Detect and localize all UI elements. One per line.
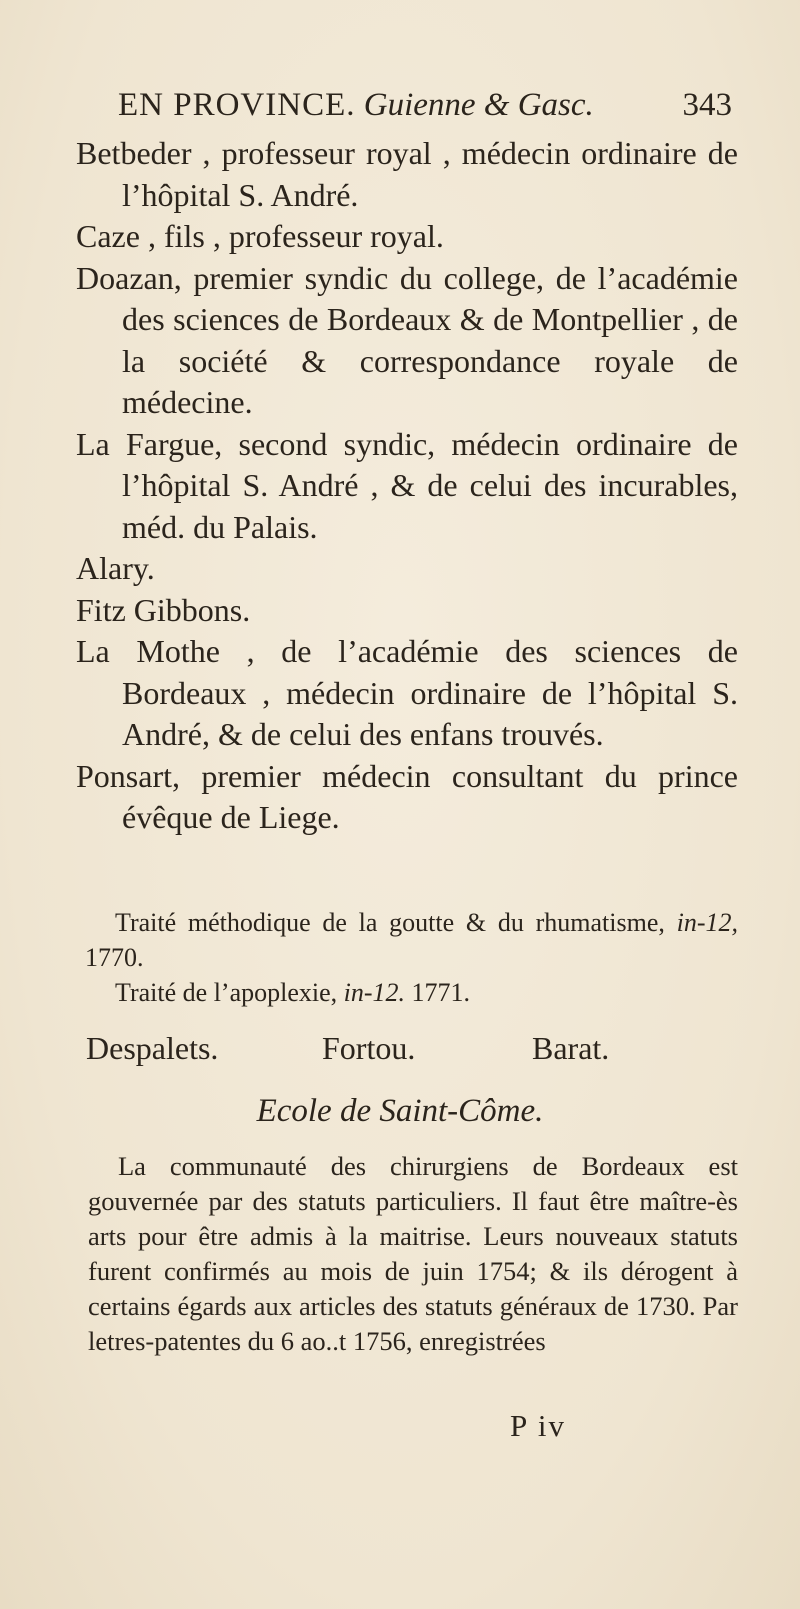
section-title: Ecole de Saint-Côme. xyxy=(256,1093,544,1129)
work-item xyxy=(85,905,738,975)
work-year: 1770. xyxy=(85,943,144,972)
list-item: La Fargue, second syndic, médecin ordinaire de l’hôpital S. André , & de celui des incurables, méd. du Palais. xyxy=(76,425,738,545)
works-list xyxy=(85,905,738,1010)
work-format: in-12. xyxy=(343,978,406,1007)
page-number: 343 xyxy=(682,87,732,123)
work-title: Traité de l’apoplexie, xyxy=(115,978,338,1007)
header-place: Guienne & Gasc. xyxy=(363,87,594,123)
list-item: Alary. xyxy=(76,550,155,586)
list-item: Fitz Gibbons. xyxy=(76,591,251,628)
list-item: Doazan, premier syndic du college, de l’académie des sciences de Bordeaux & de Montpellier , de la société & correspondance royale de médecine. xyxy=(76,259,738,420)
name-barat: Barat. xyxy=(532,1030,610,1066)
running-title: EN PROVINCE. xyxy=(118,87,356,123)
list-item: Betbeder , professeur royal , médecin ordinaire de l’hôpital S. André. xyxy=(76,135,738,213)
work-item xyxy=(85,975,738,1010)
signature-mark: P iv xyxy=(510,1408,566,1443)
work-year: 1771. xyxy=(411,978,471,1007)
list-item: Caze , fils , professeur royal. xyxy=(76,218,444,254)
page-header xyxy=(118,80,732,130)
list-item: Ponsart, premier médecin consultant du prince évêque de Liege. xyxy=(76,757,738,835)
name-despalets: Despalets. xyxy=(86,1030,219,1066)
body-paragraph: La communauté des chirurgiens de Bordeaux est gouvernée par des statuts particuliers. Il faut être maître-ès arts pour être admis à la maitrise. Leurs nouveaux statuts furent confirmés au mois de juin 1754; & ils dérogent à certains égards aux articles des statuts généraux de 1730. Par letres-patentes du 6 ao..t 1756, enregistrées xyxy=(88,1151,738,1356)
physician-list xyxy=(76,133,738,839)
names-row xyxy=(86,1026,626,1070)
work-format: in-12, xyxy=(676,908,739,937)
name-fortou: Fortou. xyxy=(322,1030,416,1066)
work-title: Traité méthodique de la goutte & du rhumatisme, xyxy=(115,908,665,937)
list-item: La Mothe , de l’académie des sciences de Bordeaux , médecin ordinaire de l’hôpital S. André, & de celui des enfans trouvés. xyxy=(76,633,738,752)
